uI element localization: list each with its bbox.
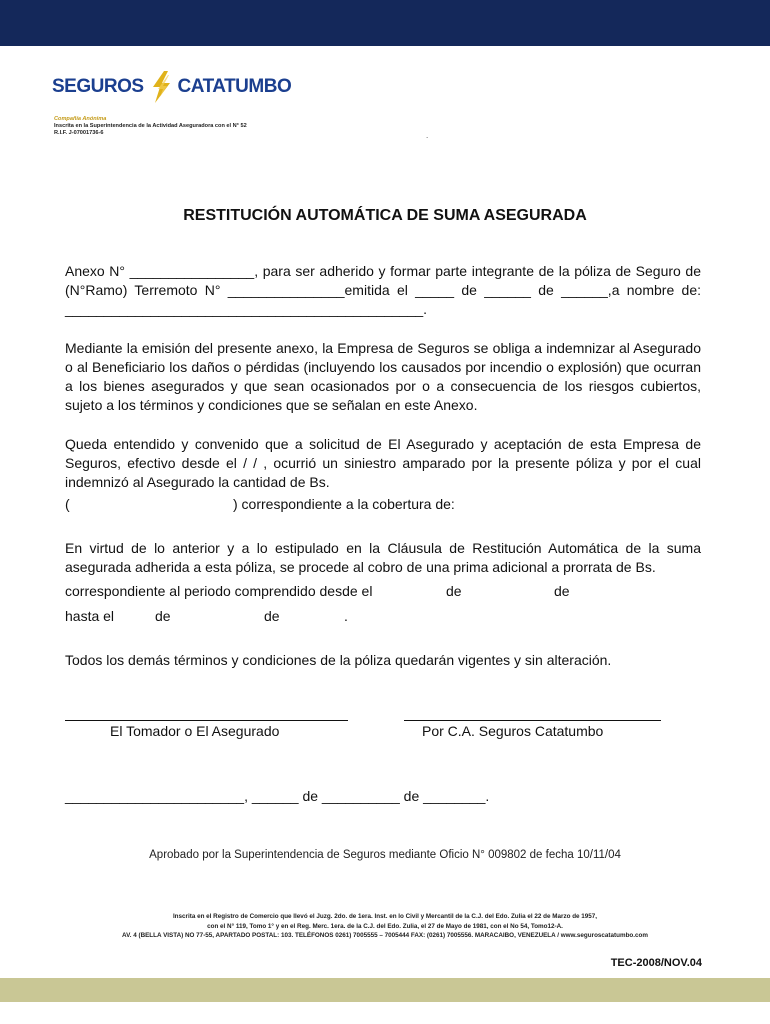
footer-line-2: con el N° 119, Tomo 1° y en el Reg. Merc. 1era. de la C.J. del Edo. Zulia, el 27 de Mayo de 1981, con el No 54, Tomo12-A. [207,922,563,930]
signature-line-insured [65,720,348,721]
company-type: Compañía Anónima [54,116,107,122]
period-until-dot: . [344,608,348,624]
company-logo [52,72,291,102]
claim-amount-open-paren: ( [65,496,70,512]
registration-number: Inscrita en la Superintendencia de la Actividad Aseguradora con el N° 52 [54,122,247,129]
period-until-de-1: de [155,608,171,624]
signature-label-company: Por C.A. Seguros Catatumbo [422,723,604,739]
lightning-bolt-icon [148,70,174,104]
signature-label-insured: El Tomador o El Asegurado [110,723,280,739]
rif-number: R.I.F. J-07001736-6 [54,129,104,136]
period-from-de-2: de [554,583,570,599]
top-banner-bar [0,0,770,46]
approval-note: Aprobado por la Superintendencia de Seguros mediante Oficio N° 009802 de fecha 10/11/04 [149,849,621,861]
header-dot: . [426,131,429,140]
indemnity-paragraph: Mediante la emisión del presente anexo, la Empresa de Seguros se obliga a indemnizar al Asegurado o al Beneficiario los daños o pérdidas (incluyendo los causados por incendio o explosión) que ocurran a los bienes asegurados y que sean ocasionados por o a consecuencia de los riesgos cubiertos, sujeto a los términos y condiciones que se señalan en este Anexo. [65,340,701,413]
premium-paragraph: En virtud de lo anterior y a lo estipulado en la Cláusula de Restitución Automática de la suma asegurada adherida a esta póliza, se procede al cobro de una prima adicional a prorrata de Bs. [65,540,701,575]
logo-word-catatumbo: CATATUMBO [177,76,292,97]
claim-paragraph: Queda entendido y convenido que a solicitud de El Asegurado y aceptación de esta Empresa de Seguros, efectivo desde el / / , ocurrió un siniestro amparado por la presente póliza y por el cual indemnizó al Asegurado la cantidad de Bs. [65,436,701,490]
footer-legal-info [40,912,730,941]
bottom-banner-bar [0,978,770,1002]
place-date-line: _______________________, ______ de __________ de ________. [65,788,490,804]
company-registration-info [54,116,247,136]
period-until-de-2: de [264,608,280,624]
footer-line-3: AV. 4 (BELLA VISTA) NO 77-55, APARTADO POSTAL: 103. TELÉFONOS 0261) 7005555 – 7005444 FAX: (0261) 7005556. MARACAIBO, VENEZUELA / www.seguroscatatumbo.com [122,932,648,939]
period-from-text: correspondiente al periodo comprendido desde el [65,583,373,599]
document-code: TEC-2008/NOV.04 [610,957,702,969]
document-title: RESTITUCIÓN AUTOMÁTICA DE SUMA ASEGURADA [183,207,587,224]
closing-paragraph: Todos los demás términos y condiciones de la póliza quedarán vigentes y sin alteración. [65,652,612,668]
period-from-de-1: de [446,583,462,599]
annex-paragraph: Anexo N° ________________, para ser adherido y formar parte integrante de la póliza de Seguro de (N°Ramo) Terremoto N° _______________emitida el _____ de ______ de ______,a nombre de: ______________________________________________. [65,263,701,317]
footer-line-1: Inscrita en el Registro de Comercio que llevó el Juzg. 2do. de 1era. Inst. en lo Civil y Mercantil de la C.J. del Edo. Zulia el 22 de Marzo de 1957, [172,913,598,920]
signature-line-company [404,720,661,721]
logo-word-seguros: SEGUROS [52,76,144,97]
period-until-text: hasta el [65,608,115,624]
claim-coverage-text: ) correspondiente a la cobertura de: [233,496,455,512]
